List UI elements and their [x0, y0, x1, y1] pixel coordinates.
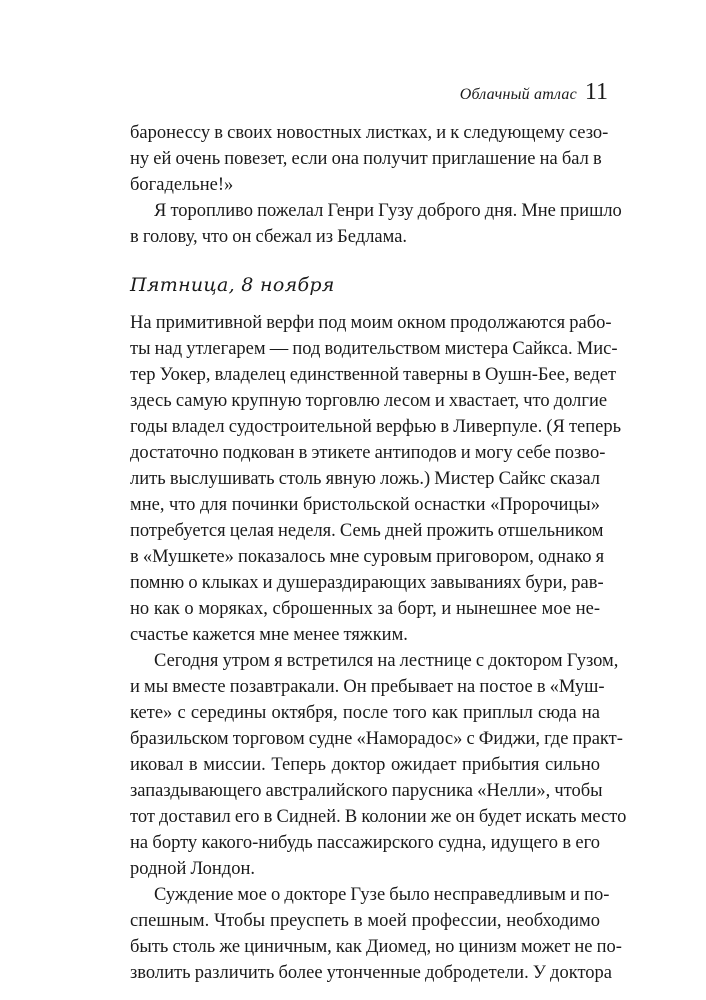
text-line: тер Уокер, владелец единственной таверны в Оушн-Бее, ведет — [130, 365, 617, 385]
paragraph — [130, 648, 627, 882]
running-title: Облачный атлас — [459, 86, 577, 103]
text-line: лить выслушивать столь явную ложь.) Мистер Сайкс сказал — [130, 469, 600, 489]
text-line: быть столь же циничным, как Диомед, но цинизм может не по- — [130, 937, 622, 957]
text-line: счастье кажется мне менее тяжким. — [130, 625, 408, 645]
text-line: но как о моряках, сброшенных за борт, и нынешнее мое не- — [130, 599, 600, 619]
text-line: ну ей очень повезет, если она получит приглашение на бал в — [130, 149, 602, 169]
text-line: богадельне!» — [130, 175, 234, 195]
text-line: бразильском торговом судне «Наморадос» с Фиджи, где практ- — [130, 729, 623, 749]
text-line: мне, что для починки бристольской оснастки «Пророчицы» — [130, 495, 600, 515]
paragraph — [130, 310, 622, 648]
text-line: в «Мушкете» показалось мне суровым приговором, однако я — [130, 547, 605, 567]
paragraph — [130, 882, 622, 986]
text-line: ты над утлегарем — под водительством мистера Сайкса. Мис- — [130, 339, 618, 359]
text-line: родной Лондон. — [130, 859, 255, 879]
section-heading-date: Пятница, 8 ноября — [130, 274, 335, 296]
text-line: Сегодня утром я встретился на лестнице с доктором Гузом, — [154, 651, 619, 671]
spacer — [130, 250, 600, 272]
text-line: запаздывающего австралийского парусника «Нелли», чтобы — [130, 781, 603, 801]
running-header — [460, 80, 608, 104]
text-line: Я торопливо пожелал Генри Гузу доброго дня. Мне пришло — [154, 201, 622, 221]
text-line: баронессу в своих новостных листках, и к следующему сезо- — [130, 123, 609, 143]
text-line: Суждение мое о докторе Гузе было несправедливым и по- — [154, 885, 610, 905]
text-line: кете» с середины октября, после того как приплыл сюда на — [130, 703, 600, 723]
text-line: иковал в миссии. Теперь доктор ожидает прибытия сильно — [130, 755, 600, 775]
text-line: здесь самую крупную торговлю лесом и хвастает, что долгие — [130, 391, 608, 411]
page-number: 11 — [584, 79, 608, 105]
text-line: тот доставил его в Сидней. В колонии же он будет искать место — [130, 807, 627, 827]
page-body — [130, 120, 627, 986]
text-line: в голову, что он сбежал из Бедлама. — [130, 227, 408, 247]
text-line: зволить различить более утонченные добродетели. У доктора — [130, 963, 613, 983]
text-line: помню о клыках и душераздирающих завываниях бури, рав- — [130, 573, 604, 593]
paragraph — [130, 198, 622, 250]
text-line: На примитивной верфи под моим окном продолжаются рабо- — [130, 313, 612, 333]
text-line: достаточно подкован в этикете антиподов и могу себе позво- — [130, 443, 606, 463]
text-line: годы владел судостроительной верфью в Ливерпуле. (Я теперь — [130, 417, 622, 437]
paragraph-continued — [130, 120, 609, 198]
text-line: на борту какого-нибудь пассажирского судна, идущего в его — [130, 833, 600, 853]
text-line: спешным. Чтобы преуспеть в моей профессии, необходимо — [130, 911, 600, 931]
text-line: и мы вместе позавтракали. Он пребывает на постое в «Муш- — [130, 677, 605, 697]
text-line: потребуется целая неделя. Семь дней прожить отшельником — [130, 521, 604, 541]
